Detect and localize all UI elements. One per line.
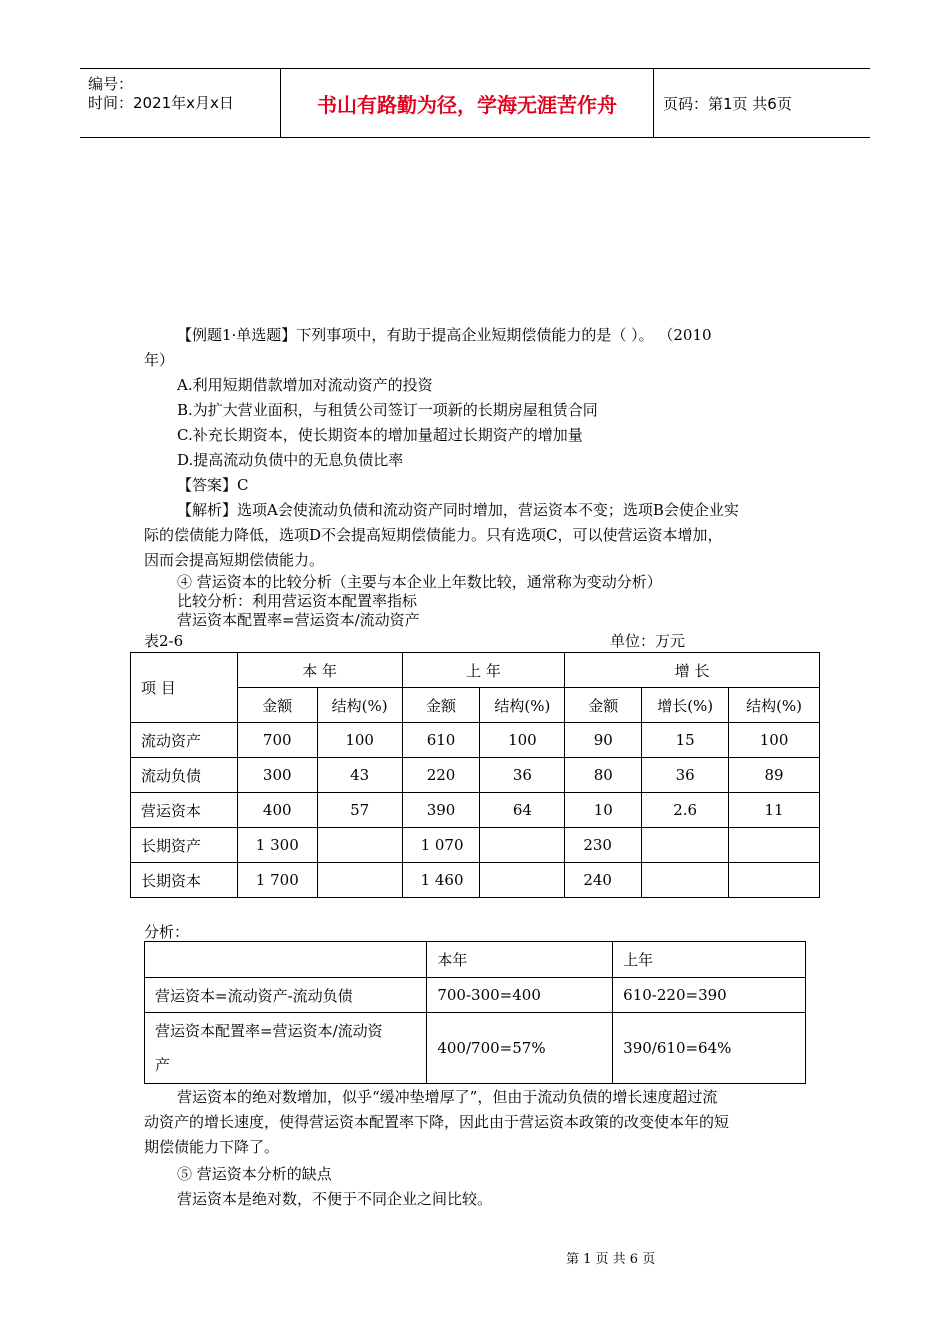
- page-header: [80, 68, 870, 138]
- table-row: [131, 723, 820, 758]
- table-cell: [480, 828, 565, 863]
- formula-part-2: 产: [155, 1056, 171, 1074]
- table-cell: [729, 828, 820, 863]
- option-b: B.为扩大营业面积，与租赁公司签订一项新的长期房屋租赁合同: [177, 401, 598, 419]
- row-label: 长期资产: [131, 828, 238, 863]
- table-cell: 390/610=64%: [613, 1013, 806, 1084]
- section4-title: ④ 营运资本的比较分析（主要与本企业上年数比较，通常称为变动分析）: [177, 573, 662, 591]
- header-meta: [80, 69, 281, 137]
- subheader-cell: 结构(%): [480, 688, 565, 723]
- table-caption: 表2-6: [144, 632, 184, 650]
- table-cell: 100: [729, 723, 820, 758]
- table-cell: [317, 863, 402, 898]
- table-cell: 1 070: [402, 828, 480, 863]
- table-cell: 80: [565, 758, 642, 793]
- header-page-info: 页码：第1页 共6页: [663, 94, 792, 113]
- table-header-row: [145, 942, 806, 978]
- table-cell: 36: [480, 758, 565, 793]
- formula-part-1: 营运资本配置率=营运资本/流动资: [155, 1022, 383, 1040]
- option-a: A.利用短期借款增加对流动资产的投资: [177, 376, 433, 394]
- table-cell: 89: [729, 758, 820, 793]
- table-cell: 57: [317, 793, 402, 828]
- table-cell: 610: [402, 723, 480, 758]
- answer: 【答案】C: [177, 476, 249, 494]
- header-cell: 上年: [613, 942, 806, 978]
- conclusion-line-1: 营运资本的绝对数增加，似乎“缓冲垫增厚了”，但由于流动负债的增长速度超过流: [177, 1088, 718, 1106]
- subheader-cell: 结构(%): [729, 688, 820, 723]
- row-label: 流动负债: [131, 758, 238, 793]
- table-cell: 400/700=57%: [427, 1013, 613, 1084]
- table-cell: 700-300=400: [427, 978, 613, 1013]
- conclusion-line-3: 期偿债能力下降了。: [144, 1138, 280, 1156]
- header-cell: [145, 942, 427, 978]
- table-cell: 2.6: [642, 793, 729, 828]
- analysis-table: [144, 941, 806, 1084]
- conclusion-line-2: 动资产的增长速度，使得营运资本配置率下降，因此由于营运资本政策的改变使本年的短: [144, 1113, 730, 1131]
- table-cell: [642, 863, 729, 898]
- table-cell: [642, 828, 729, 863]
- row-label: 流动资产: [131, 723, 238, 758]
- code-label: 编号：: [88, 75, 134, 93]
- option-d: D.提高流动负债中的无息负债比率: [177, 451, 404, 469]
- analysis-line-1: 【解析】选项A会使流动负债和流动资产同时增加，营运资本不变；选项B会使企业实: [177, 501, 739, 519]
- section5-body: 营运资本是绝对数，不便于不同企业之间比较。: [177, 1190, 493, 1208]
- table-row: [131, 758, 820, 793]
- table-header-row: [131, 653, 820, 688]
- row-label: 营运资本: [131, 793, 238, 828]
- table-cell: 10: [565, 793, 642, 828]
- table-cell: 1 700: [237, 863, 317, 898]
- option-c: C.补充长期资本，使长期资本的增加量超过长期资产的增加量: [177, 426, 583, 444]
- item-header: 项 目: [131, 653, 238, 723]
- formula-cell: 营运资本=流动资产-流动负债: [145, 978, 427, 1013]
- table-cell: 300: [237, 758, 317, 793]
- section4-line2: 比较分析：利用营运资本配置率指标: [177, 592, 418, 610]
- table-cell: [729, 863, 820, 898]
- analysis-line-2: 际的偿债能力降低，选项D不会提高短期偿债能力。只有选项C，可以使营运资本增加，: [144, 526, 723, 544]
- table-cell: 43: [317, 758, 402, 793]
- group-header-growth: 增 长: [565, 653, 820, 688]
- header-cell: 本年: [427, 942, 613, 978]
- time-label: 时间：2021年x月x日: [88, 94, 234, 112]
- table-row: [131, 863, 820, 898]
- table-cell: 64: [480, 793, 565, 828]
- table-row: [145, 978, 806, 1013]
- subheader-cell: 结构(%): [317, 688, 402, 723]
- table-cell: 610-220=390: [613, 978, 806, 1013]
- formula-cell: [145, 1013, 427, 1084]
- table-cell: 90: [565, 723, 642, 758]
- table-cell: 230: [565, 828, 642, 863]
- group-header-previous: 上 年: [402, 653, 565, 688]
- question-line-2: 年）: [144, 351, 175, 369]
- table-cell: [317, 828, 402, 863]
- group-header-current: 本 年: [237, 653, 402, 688]
- question-line-1: 【例题1·单选题】下列事项中，有助于提高企业短期偿债能力的是（ ）。 （2010: [177, 326, 712, 344]
- analysis-label: 分析：: [144, 923, 190, 941]
- table-cell: 1 300: [237, 828, 317, 863]
- section5-title: ⑤ 营运资本分析的缺点: [177, 1165, 332, 1183]
- table-cell: 240: [565, 863, 642, 898]
- table-row: [145, 1013, 806, 1084]
- subheader-cell: 增长(%): [642, 688, 729, 723]
- table-cell: 36: [642, 758, 729, 793]
- table-row: [131, 793, 820, 828]
- header-motto: 书山有路勤为径，学海无涯苦作舟: [281, 69, 654, 137]
- table-cell: 390: [402, 793, 480, 828]
- subheader-cell: 金额: [565, 688, 642, 723]
- comparison-table: [130, 652, 820, 898]
- table-cell: 700: [237, 723, 317, 758]
- table-cell: 15: [642, 723, 729, 758]
- table-cell: 11: [729, 793, 820, 828]
- table-cell: 100: [480, 723, 565, 758]
- table-row: [131, 828, 820, 863]
- row-label: 长期资本: [131, 863, 238, 898]
- section4-formula: 营运资本配置率=营运资本/流动资产: [177, 611, 420, 629]
- table-cell: 400: [237, 793, 317, 828]
- table-cell: 1 460: [402, 863, 480, 898]
- subheader-cell: 金额: [237, 688, 317, 723]
- table-cell: 220: [402, 758, 480, 793]
- subheader-cell: 金额: [402, 688, 480, 723]
- analysis-line-3: 因而会提高短期偿债能力。: [144, 551, 325, 569]
- table-cell: [480, 863, 565, 898]
- page-footer: 第 1 页 共 6 页: [566, 1252, 656, 1267]
- table-unit: 单位：万元: [610, 632, 686, 650]
- table-cell: 100: [317, 723, 402, 758]
